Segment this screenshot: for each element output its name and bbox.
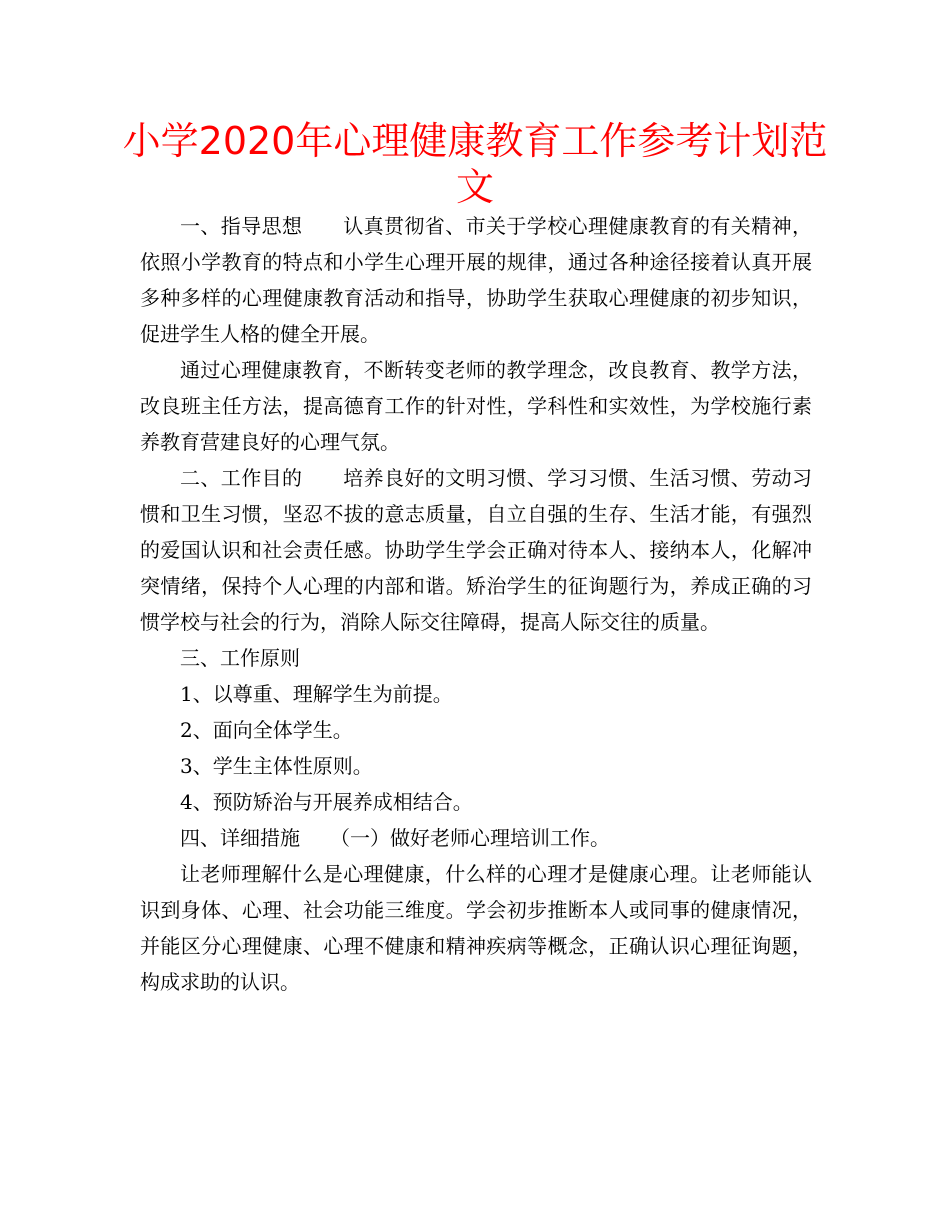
paragraph-guiding-ideology: 一、指导思想 认真贯彻省、市关于学校心理健康教育的有关精神，依照小学教育的特点和小学生心理开展的规律，通过各种途径接着认真开展多种多样的心理健康教育活动和指导，协助学生获取心理健康的初步知识，促进学生人格的健全开展。 — [140, 214, 812, 346]
document-title: 小学2020年心理健康教育工作参考计划范文 — [122, 119, 828, 209]
paragraph-teaching-reform: 通过心理健康教育，不断转变老师的教学理念，改良教育、教学方法，改良班主任方法，提高德育工作的针对性，学科性和实效性，为学校施行素养教育营建良好的心理气氛。 — [140, 358, 812, 454]
document-body — [140, 208, 812, 1000]
paragraph-teacher-training: 让老师理解什么是心理健康，什么样的心理才是健康心理。让老师能认识到身体、心理、社会功能三维度。学会初步推断本人或同事的健康情况，并能区分心理健康、心理不健康和精神疾病等概念，正确认识心理征询题，构成求助的认识。 — [140, 862, 812, 994]
paragraph-work-goals: 二、工作目的 培养良好的文明习惯、学习习惯、生活习惯、劳动习惯和卫生习惯，坚忍不拔的意志质量，自立自强的生存、生活才能，有强烈的爱国认识和社会责任感。协助学生学会正确对待本人、接纳本人，化解冲突情绪，保持个人心理的内部和谐。矫治学生的征询题行为，养成正确的习惯学校与社会的行为，消除人际交往障碍，提高人际交往的质量。 — [140, 466, 812, 634]
principle-item-3: 3、学生主体性原则。 — [180, 754, 373, 778]
principle-item-1: 1、以尊重、理解学生为前提。 — [180, 682, 453, 706]
heading-work-principles: 三、工作原则 — [180, 646, 300, 670]
heading-detailed-measures: 四、详细措施 （一）做好老师心理培训工作。 — [180, 826, 610, 850]
principle-item-4: 4、预防矫治与开展养成相结合。 — [180, 790, 473, 814]
principle-item-2: 2、面向全体学生。 — [180, 718, 353, 742]
